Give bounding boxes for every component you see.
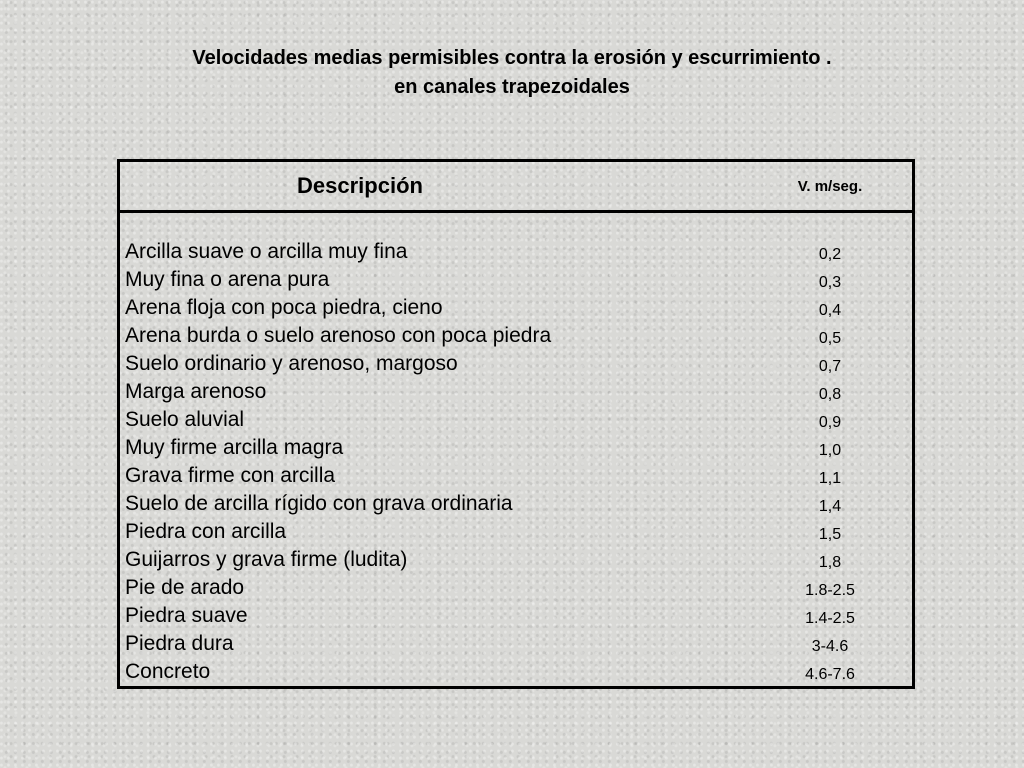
row-velocity: 3-4.6 — [811, 638, 849, 655]
table-row — [120, 630, 912, 658]
row-velocity: 0,2 — [818, 246, 842, 263]
table-row — [120, 350, 912, 378]
row-velocity: 1,1 — [818, 470, 842, 487]
row-velocity: 4.6-7.6 — [805, 666, 855, 683]
row-description: Concreto — [125, 660, 211, 683]
table-row — [120, 658, 912, 686]
row-velocity: 0,8 — [818, 386, 842, 403]
table-row — [120, 602, 912, 630]
slide-title-line-1: Velocidades medias permisibles contra la erosión y escurrimiento . — [192, 47, 832, 69]
slide-title — [0, 44, 1024, 102]
table-row — [120, 434, 912, 462]
row-description: Piedra dura — [125, 632, 234, 655]
row-velocity: 1,4 — [818, 498, 842, 515]
velocity-table — [117, 159, 915, 689]
row-description: Piedra suave — [125, 604, 248, 627]
row-velocity: 0,5 — [818, 330, 842, 347]
row-description: Guijarros y grava firme (ludita) — [125, 548, 408, 571]
table-row — [120, 294, 912, 322]
header-velocity: V. m/seg. — [797, 178, 863, 195]
table-row — [120, 462, 912, 490]
table-row — [120, 574, 912, 602]
table-row — [120, 322, 912, 350]
row-description: Suelo de arcilla rígido con grava ordinaria — [125, 492, 513, 515]
table-row — [120, 378, 912, 406]
table-body — [120, 238, 912, 686]
table-row — [120, 238, 912, 266]
row-description: Muy firme arcilla magra — [125, 436, 344, 459]
row-description: Suelo ordinario y arenoso, margoso — [125, 352, 458, 375]
row-velocity: 1.8-2.5 — [805, 582, 855, 599]
table-row — [120, 518, 912, 546]
row-velocity: 0,7 — [818, 358, 842, 375]
table-header — [120, 162, 912, 213]
row-description: Marga arenoso — [125, 380, 267, 403]
row-velocity: 1,8 — [818, 554, 842, 571]
table-row — [120, 490, 912, 518]
row-description: Arena floja con poca piedra, cieno — [125, 296, 443, 319]
row-velocity: 1.4-2.5 — [805, 610, 855, 627]
row-velocity: 1,5 — [818, 526, 842, 543]
row-velocity: 1,0 — [818, 442, 842, 459]
table-row — [120, 406, 912, 434]
row-velocity: 0,4 — [818, 302, 842, 319]
row-velocity: 0,9 — [818, 414, 842, 431]
row-description: Grava firme con arcilla — [125, 464, 336, 487]
row-description: Arena burda o suelo arenoso con poca piedra — [125, 324, 552, 347]
slide-title-line-2: en canales trapezoidales — [394, 76, 630, 98]
row-description: Pie de arado — [125, 576, 245, 599]
table-row — [120, 266, 912, 294]
row-description: Suelo aluvial — [125, 408, 245, 431]
row-velocity: 0,3 — [818, 274, 842, 291]
row-description: Arcilla suave o arcilla muy fina — [125, 240, 408, 263]
table-row — [120, 546, 912, 574]
row-description: Muy fina o arena pura — [125, 268, 330, 291]
header-description: Descripción — [297, 173, 423, 198]
row-description: Piedra con arcilla — [125, 520, 287, 543]
